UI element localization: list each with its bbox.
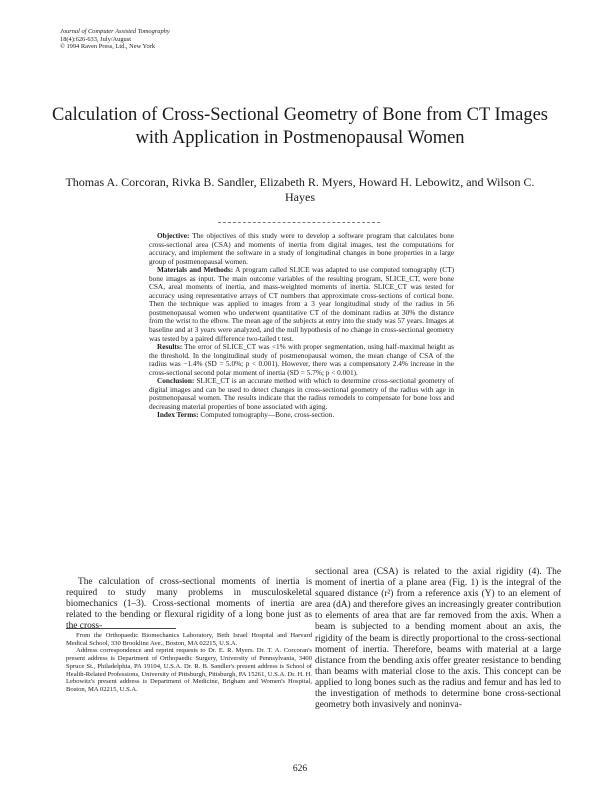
abstract [149,232,454,420]
footnote-affiliation: From the Orthopaedic Biomechanics Laboratory, Beth Israel Hospital and Harvard Medical School, 330 Brookline Ave., Boston, MA 02215, U.S.A. [66,632,312,647]
header-divider [218,222,380,223]
abstract-methods [149,266,454,343]
body-paragraph-continued: sectional area (CSA) is related to the axial rigidity (4). The moment of inertia of a plane area (Fig. 1) is the integral of the squared distance (r²) from a reference axis (Y) to an element of area (dA) and therefore gives an increasingly greater contribution to elements of area that are far removed from the axis. When a beam is subjected to a bending moment about an axis, the rigidity of the beam is directly proportional to the cross-sectional moment of inertia. Therefore, beams with material at a large distance from the bending axis offer greater resistance to bending than beams with material close to the axis. This concept can be applied to long bones such as the radius and femur and has led to the investigation of methods to determine bone cross-sectional geometry both invasively and noninva- [315,567,561,711]
author-list: Thomas A. Corcoran, Rivka B. Sandler, Elizabeth R. Myers, Howard H. Lebowitz, and Wilson C. Hayes [65,175,535,204]
results-text: The error of SLICE_CT was <1% with proper segmentation, using half-maximal height as the threshold. In the longitudinal study of postmenopausal women, the mean change of CSA of the radius was −1.4% (SD = 5.0%; p < 0.001). However, there was a compensatory 2.4% increase in the cross-sectional second polar moment of inertia (SD = 5.7%; p < 0.001). [149,342,454,377]
body-paragraph: The calculation of cross-sectional moments of inertia is required to study many problems in musculoskeletal biomechanics (1–3). Cross-sectional moments of inertia are related to the bending or flexural rigidity of a long bone just as the cross- [66,577,312,632]
index-label: Index Terms: [157,410,199,420]
objective-label: Objective: [157,231,190,240]
page-number: 626 [292,764,308,774]
objective-text: The objectives of this study were to develop a software program that calculates bone cross-sectional area (CSA) and moments of inertia from digital images, test the computations for accuracy, and implement the software in a study of longitudinal changes in bone properties in a large group of postmenopausal women. [149,231,454,266]
body-right-column [315,567,561,711]
index-text: Computed tomography—Bone, cross-section. [200,410,335,420]
results-label: Results: [157,342,183,352]
abstract-objective [149,232,454,266]
footnote-divider [66,628,176,629]
journal-name: Journal of Computer Assisted Tomography [60,28,170,35]
journal-copyright: © 1994 Raven Press, Ltd., New York [60,43,156,51]
abstract-results [149,343,454,377]
methods-label: Materials and Methods: [157,265,234,275]
footnote-correspondence: Address correspondence and reprint requests to Dr. E. R. Myers. Dr. T. A. Corcoran's present address is Department of Orthopaedic Surgery, University of Pennsylvania, 3400 Spruce St., Philadelphia, PA 19104, U.S.A. Dr. R. B. Sandler's present address is School of Health-Related Professions, University of Pittsburgh, Pittsburgh, PA 15261, U.S.A. Dr. H. H. Lebowitz's present address is Department of Medicine, Brigham and Women's Hospital, Boston, MA 02215, U.S.A. [66,647,312,693]
article-title: Calculation of Cross-Sectional Geometry of Bone from CT Images with Application in Postmenopausal Women [52,105,548,148]
conclusion-label: Conclusion: [157,376,195,386]
methods-text: A program called SLICE was adapted to use computed tomography (CT) bone images as input. The main outcome variables of the resulting program, SLICE_CT, were bone CSA, areal moments of inertia, and mass-weighted moments of inertia. SLICE_CT was tested for accuracy using representative arrays of CT numbers that approximate cross-sections of cortical bone. Then the technique was applied to images from a 3 year longitudinal study of the radius in 56 postmenopausal women who underwent quantitative CT of the dominant radius at 30% the distance from the wrist to the elbow. The mean age of the subjects at entry into the study was 57 years. Images at baseline and at 3 years were analyzed, and the null hypothesis of no change in cross-sectional geometry was tested by a paired difference two-tailed t test. [149,265,455,343]
journal-volume: 18(4):626-633, July/August [60,35,132,43]
body-left-column [66,577,312,632]
abstract-index-terms [149,411,454,420]
conclusion-text: SLICE_CT is an accurate method with which to determine cross-sectional geometry of digital images and can be used to detect changes in cross-sectional geometry of the radius with age in postmenopausal women. The results indicate that the radius remodels to compensate for bone loss and decreasing material properties of bone associated with aging. [149,376,454,411]
abstract-conclusion [149,377,454,411]
footnote [66,632,312,694]
journal-header [60,28,170,51]
